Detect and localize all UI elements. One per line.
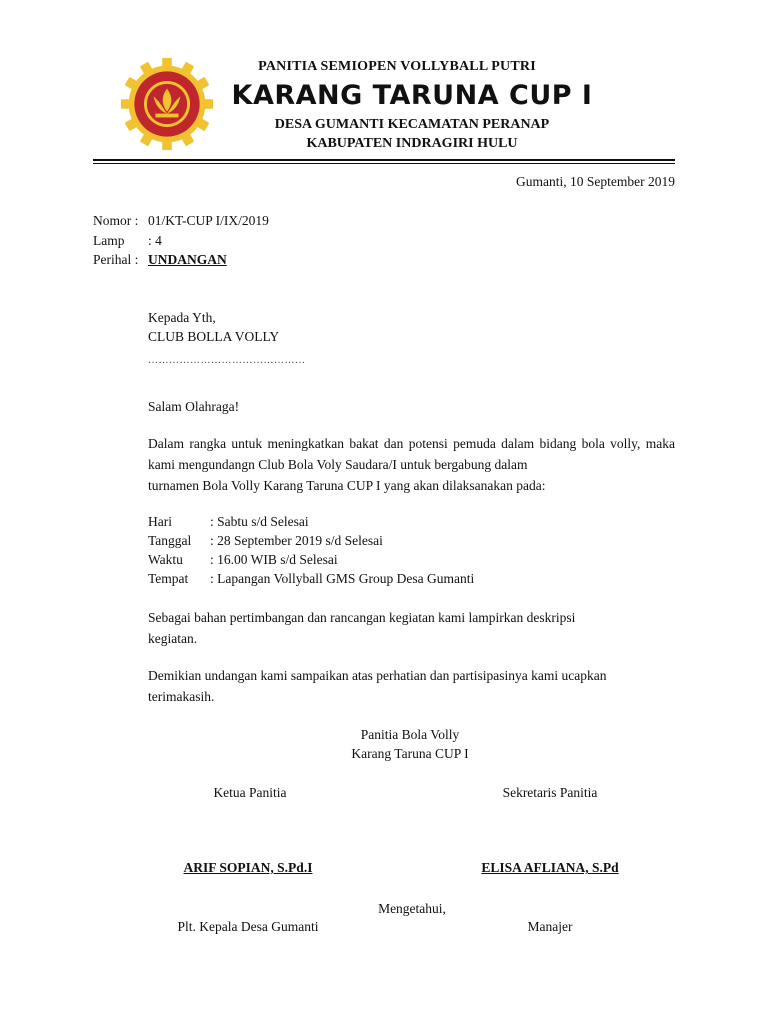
recipient-to: Kepada Yth, xyxy=(148,310,216,325)
secretary-title: Sekretaris Panitia xyxy=(502,785,598,800)
regency-heading: KABUPATEN INDRAGIRI HULU xyxy=(306,136,518,151)
salutation: Salam Olahraga! xyxy=(148,399,240,414)
acknowledged-label: Mengetahui, xyxy=(378,901,446,916)
lamp-value: : 4 xyxy=(148,233,162,248)
perihal-value: UNDANGAN xyxy=(148,252,227,267)
event-title: KARANG TARUNA CUP I xyxy=(231,80,593,111)
chair-title: Ketua Panitia xyxy=(213,785,287,800)
committee-heading: PANITIA SEMIOPEN VOLLYBALL PUTRI xyxy=(258,59,536,74)
attachment-paragraph xyxy=(148,607,675,649)
intro-text: Dalam rangka untuk meningkatkan bakat dan potensi pemuda dalam bidang bola volly, maka kami mengundangn Club Bola Voly Saudara/I untuk bergabung dalam xyxy=(148,436,675,472)
detail-key-waktu: Waktu xyxy=(148,552,183,567)
karang-taruna-emblem-icon xyxy=(119,56,215,152)
secretary-name: ELISA AFLIANA, S.Pd xyxy=(481,860,619,875)
org-line-1: Panitia Bola Volly xyxy=(360,727,460,742)
nomor-label: Nomor : xyxy=(93,213,139,228)
attachment-text-last: kegiatan. xyxy=(148,631,198,646)
closing-text: Demikian undangan kami sampaikan atas perhatian dan partisipasinya kami ucapkan xyxy=(148,668,607,683)
attachment-text: Sebagai bahan pertimbangan dan rancangan kegiatan kami lampirkan deskripsi xyxy=(148,610,576,625)
letterhead-divider-thin xyxy=(93,163,675,164)
nomor-value: 01/KT-CUP I/IX/2019 xyxy=(148,213,269,228)
lamp-label: Lamp xyxy=(93,233,125,248)
detail-key-hari: Hari xyxy=(148,514,172,529)
recipient-name: CLUB BOLLA VOLLY xyxy=(148,329,280,344)
manager-title: Manajer xyxy=(527,919,573,934)
intro-text-last: turnamen Bola Volly Karang Taruna CUP I yang akan dilaksanakan pada: xyxy=(148,478,546,493)
detail-value-hari: : Sabtu s/d Selesai xyxy=(210,514,309,529)
org-line-2: Karang Taruna CUP I xyxy=(351,746,469,761)
detail-value-tempat: : Lapangan Vollyball GMS Group Desa Gumanti xyxy=(210,571,475,586)
letterhead-divider xyxy=(93,159,675,161)
recipient-blank-line: ……………………………………… xyxy=(148,355,306,366)
village-heading: DESA GUMANTI KECAMATAN PERANAP xyxy=(274,117,550,132)
closing-text-last: terimakasih. xyxy=(148,689,215,704)
chair-name: ARIF SOPIAN, S.Pd.I xyxy=(183,860,313,875)
letter-date: Gumanti, 10 September 2019 xyxy=(516,174,675,189)
closing-paragraph xyxy=(148,665,675,707)
intro-paragraph xyxy=(148,433,675,496)
detail-key-tempat: Tempat xyxy=(148,571,189,586)
detail-key-tanggal: Tanggal xyxy=(148,533,192,548)
detail-value-tanggal: : 28 September 2019 s/d Selesai xyxy=(210,533,383,548)
detail-value-waktu: : 16.00 WIB s/d Selesai xyxy=(210,552,338,567)
village-head-title: Plt. Kepala Desa Gumanti xyxy=(177,919,319,934)
perihal-label: Perihal : xyxy=(93,252,139,267)
